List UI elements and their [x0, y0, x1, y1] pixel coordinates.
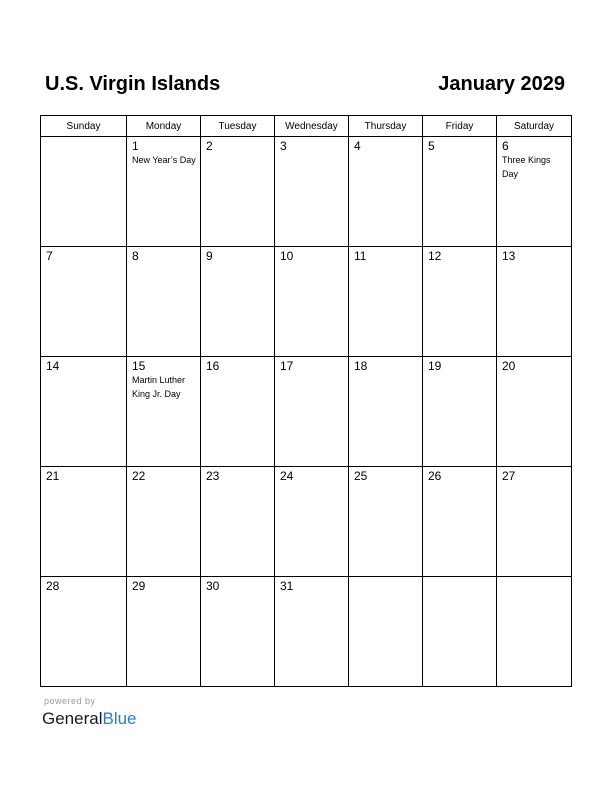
- day-cell: [423, 577, 497, 687]
- day-cell: [201, 357, 275, 467]
- day-number: 2: [206, 139, 213, 153]
- day-cell: [201, 577, 275, 687]
- day-cell: [349, 357, 423, 467]
- weekday-header: Tuesday: [201, 116, 275, 137]
- day-number: 24: [280, 469, 294, 483]
- day-cell: [423, 247, 497, 357]
- day-number: 26: [428, 469, 442, 483]
- day-cell: [349, 577, 423, 687]
- day-number: 17: [280, 359, 294, 373]
- week-row: [41, 467, 572, 577]
- day-cell: [497, 467, 572, 577]
- day-cell: [349, 247, 423, 357]
- weekday-header: Saturday: [497, 116, 572, 137]
- month-year-title: January 2029: [438, 73, 565, 95]
- day-cell: [497, 577, 572, 687]
- day-cell: [275, 137, 349, 247]
- day-cell: [423, 137, 497, 247]
- day-number: 10: [280, 249, 294, 263]
- day-number: 16: [206, 359, 220, 373]
- day-number: 15: [132, 359, 146, 373]
- day-cell: [349, 467, 423, 577]
- day-number: 21: [46, 469, 60, 483]
- day-cell: [275, 247, 349, 357]
- day-number: 6: [502, 139, 509, 153]
- day-cell: [127, 137, 201, 247]
- generalblue-logo[interactable]: [42, 709, 137, 729]
- day-cell: [349, 137, 423, 247]
- weekday-header-row: [41, 116, 572, 137]
- footer-branding: [42, 696, 137, 729]
- weekday-header: Thursday: [349, 116, 423, 137]
- day-cell: [41, 467, 127, 577]
- region-title: U.S. Virgin Islands: [45, 73, 221, 95]
- day-number: 14: [46, 359, 60, 373]
- brand-blue-text: Blue: [102, 709, 137, 728]
- holiday-label: Martin Luther King Jr. Day: [132, 375, 186, 399]
- day-cell: [497, 357, 572, 467]
- day-cell: [41, 577, 127, 687]
- day-number: 25: [354, 469, 368, 483]
- day-cell: [497, 137, 572, 247]
- day-cell: [423, 357, 497, 467]
- day-number: 30: [206, 579, 220, 593]
- calendar-grid: [40, 115, 572, 687]
- day-cell: [201, 247, 275, 357]
- day-number: 29: [132, 579, 146, 593]
- week-row: [41, 577, 572, 687]
- day-number: 23: [206, 469, 220, 483]
- weekday-header: Monday: [127, 116, 201, 137]
- day-number: 8: [132, 249, 139, 263]
- day-number: 4: [354, 139, 361, 153]
- day-cell: [275, 467, 349, 577]
- day-number: 1: [132, 139, 139, 153]
- weekday-header: Wednesday: [275, 116, 349, 137]
- day-cell: [41, 357, 127, 467]
- day-cell: [41, 247, 127, 357]
- holiday-label: New Year’s Day: [132, 155, 196, 165]
- day-number: 27: [502, 469, 516, 483]
- day-number: [41, 137, 126, 139]
- day-number: 13: [502, 249, 516, 263]
- day-number: 31: [280, 579, 294, 593]
- day-number: 11: [354, 249, 367, 263]
- day-cell: [423, 467, 497, 577]
- day-cell: [127, 467, 201, 577]
- day-number: 7: [46, 249, 53, 263]
- day-number: 19: [428, 359, 442, 373]
- day-number: 5: [428, 139, 435, 153]
- day-number: 18: [354, 359, 368, 373]
- powered-by-label: powered by: [44, 696, 96, 706]
- week-row: [41, 247, 572, 357]
- day-cell: [275, 357, 349, 467]
- brand-general-text: General: [42, 709, 103, 728]
- day-number: 22: [132, 469, 146, 483]
- day-number: [497, 577, 571, 579]
- day-cell: [41, 137, 127, 247]
- day-cell: [275, 577, 349, 687]
- weekday-header: Friday: [423, 116, 497, 137]
- day-number: 12: [428, 249, 442, 263]
- week-row: [41, 137, 572, 247]
- day-cell: [127, 247, 201, 357]
- day-cell: [201, 467, 275, 577]
- day-cell: [127, 357, 201, 467]
- weekday-header: Sunday: [41, 116, 127, 137]
- day-number: 28: [46, 579, 60, 593]
- day-number: 3: [280, 139, 287, 153]
- day-cell: [127, 577, 201, 687]
- day-number: [349, 577, 422, 579]
- day-cell: [201, 137, 275, 247]
- day-number: [423, 577, 496, 579]
- holiday-label: Three Kings Day: [502, 155, 551, 179]
- week-row: [41, 357, 572, 467]
- day-number: 20: [502, 359, 516, 373]
- day-number: 9: [206, 249, 213, 263]
- day-cell: [497, 247, 572, 357]
